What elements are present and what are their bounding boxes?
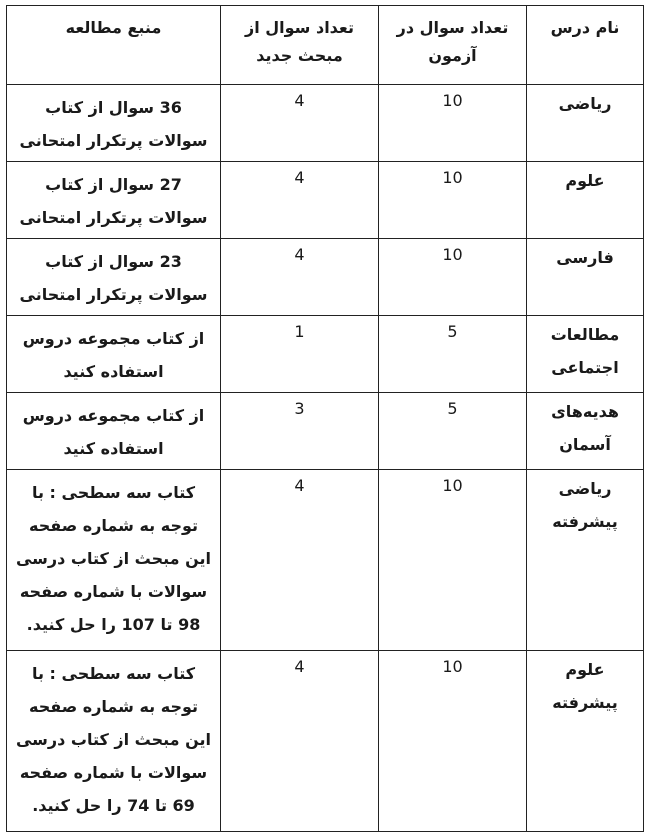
course-name-cell: ریاضی پیشرفته [527, 470, 644, 651]
course-name-cell: فارسی [527, 239, 644, 316]
exam-questions-cell: 10 [379, 239, 527, 316]
header-new-topic-questions: تعداد سوال از مبحث جدید [221, 6, 379, 85]
exam-questions-cell: 10 [379, 162, 527, 239]
exam-questions-cell: 10 [379, 651, 527, 832]
study-plan-table [6, 5, 644, 832]
header-exam-questions: تعداد سوال در آزمون [379, 6, 527, 85]
new-topic-questions-cell: 4 [221, 470, 379, 651]
header-course-name: نام درس [527, 6, 644, 85]
course-name-cell: مطالعات اجتماعی [527, 316, 644, 393]
table-row [7, 393, 644, 470]
study-source-cell: 27 سوال از کتاب سوالات پرتکرار امتحانی [7, 162, 221, 239]
study-source-cell: از کتاب مجموعه دروس استفاده کنید [7, 316, 221, 393]
course-name-cell: ریاضی [527, 85, 644, 162]
new-topic-questions-cell: 3 [221, 393, 379, 470]
new-topic-questions-cell: 1 [221, 316, 379, 393]
exam-questions-cell: 10 [379, 470, 527, 651]
study-source-cell: کتاب سه سطحی : با توجه به شماره صفحه این مبحث از کتاب درسی سوالات با شماره صفحه 69 تا 74 را حل کنید. [7, 651, 221, 832]
study-source-cell: 36 سوال از کتاب سوالات پرتکرار امتحانی [7, 85, 221, 162]
table-row [7, 651, 644, 832]
course-name-cell: هدیه‌های آسمان [527, 393, 644, 470]
header-study-source: منبع مطالعه [7, 6, 221, 85]
study-source-cell: کتاب سه سطحی : با توجه به شماره صفحه این مبحث از کتاب درسی سوالات با شماره صفحه 98 تا 107 را حل کنید. [7, 470, 221, 651]
study-source-cell: 23 سوال از کتاب سوالات پرتکرار امتحانی [7, 239, 221, 316]
table-row [7, 239, 644, 316]
course-name-cell: علوم [527, 162, 644, 239]
exam-questions-cell: 5 [379, 393, 527, 470]
table-row [7, 470, 644, 651]
exam-questions-cell: 5 [379, 316, 527, 393]
header-row [7, 6, 644, 85]
course-name-cell: علوم پیشرفته [527, 651, 644, 832]
new-topic-questions-cell: 4 [221, 239, 379, 316]
table-row [7, 162, 644, 239]
new-topic-questions-cell: 4 [221, 162, 379, 239]
table-row [7, 316, 644, 393]
new-topic-questions-cell: 4 [221, 85, 379, 162]
exam-questions-cell: 10 [379, 85, 527, 162]
study-source-cell: از کتاب مجموعه دروس استفاده کنید [7, 393, 221, 470]
new-topic-questions-cell: 4 [221, 651, 379, 832]
table-row [7, 85, 644, 162]
